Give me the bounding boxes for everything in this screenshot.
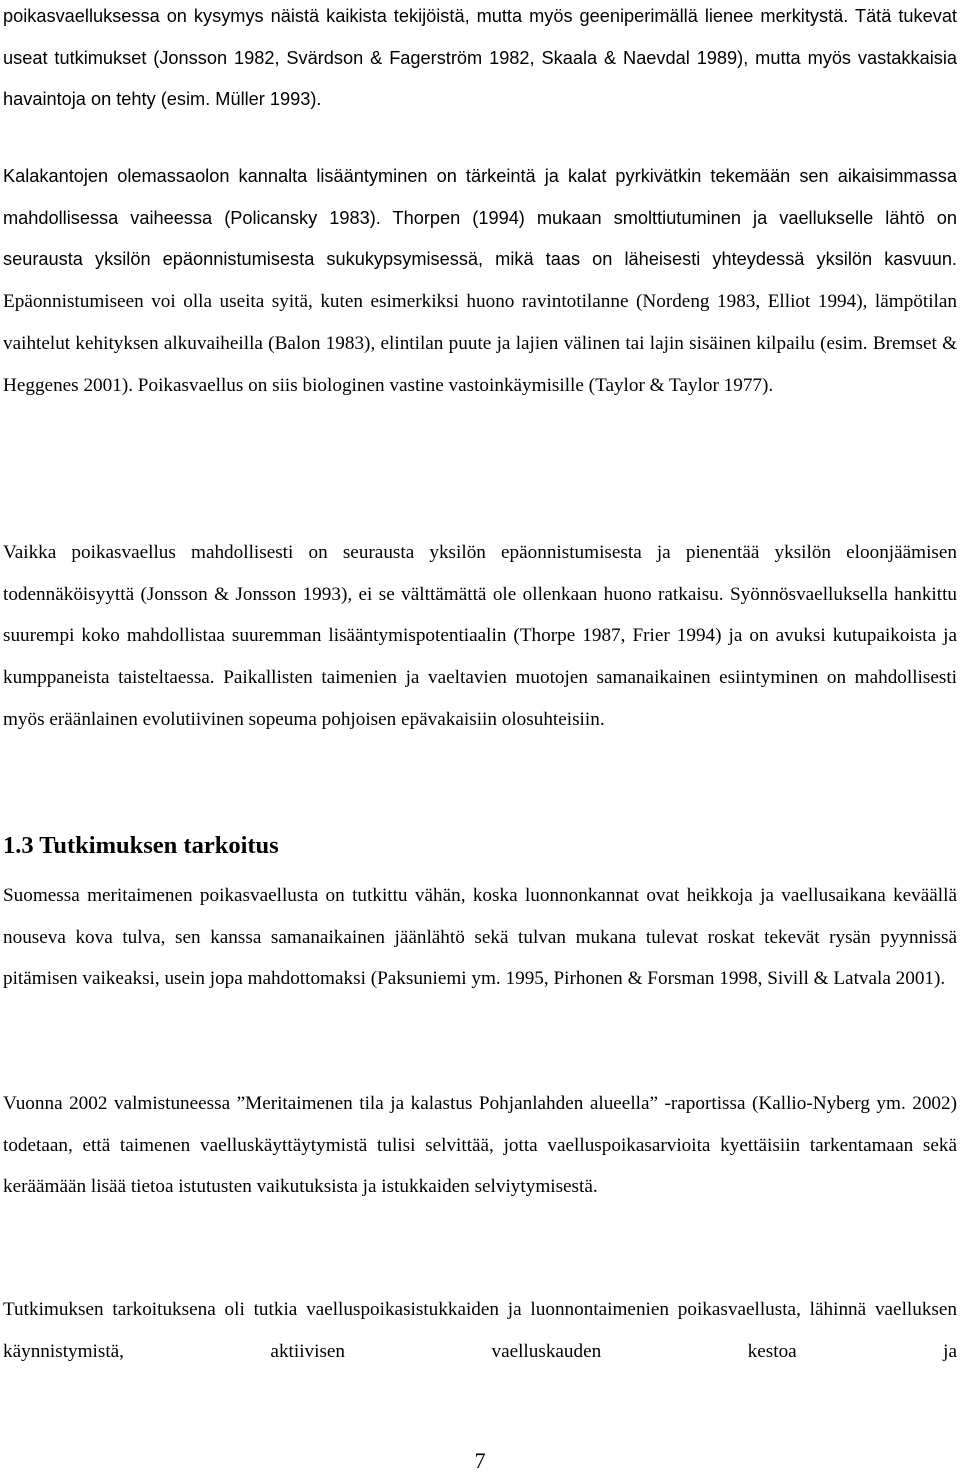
paragraph-3: Vaikka poikasvaellus mahdollisesti on seurausta yksilön epäonnistumisesta ja pienentää yksilön eloonjäämisen todennäköisyyttä (Jonsson & Jonsson 1993), ei se välttämättä ole ollenkaan huono ratkaisu. Syönnösvaelluksella hankittu suurempi koko mahdollistaa suuremman lisääntymispotentiaalin (Thorpe 1987, Frier 1994) ja on avuksi kutupaikoista ja kumppaneista taisteltaessa. Paikallisten taimenien ja vaeltavien muotojen samanaikainen esiintyminen on mahdollisesti myös eräänlainen evolutiivinen sopeuma pohjoisen epävakaisiin olosuhteisiin. <box>3 542 957 730</box>
paragraph-5: Vuonna 2002 valmistuneessa ”Meritaimenen tila ja kalastus Pohjanlahden alueella” -raportissa (Kallio-Nyberg ym. 2002) todetaan, että taimenen vaelluskäyttäytymistä tulisi selvittää, jotta vaelluspoikasarvioita kyettäisiin tarkentamaan sekä keräämään lisää tietoa istutusten vaikutuksista ja istukkaiden selviytymisestä. <box>3 1093 957 1198</box>
page-number: 7 <box>474 1448 486 1473</box>
paragraph-4: Suomessa meritaimenen poikasvaellusta on tutkittu vähän, koska luonnonkannat ovat heikkoja ja vaellusaikana keväällä nouseva kova tulva, sen kanssa samanaikainen jäänlähtö sekä tulvan mukana tulevat roskat tekevät rysän pyynnissä pitämisen vaikeaksi, usein jopa mahdottomaksi (Paksuniemi ym. 1995, Pirhonen & Forsman 1998, Sivill & Latvala 2001). <box>3 885 957 990</box>
section-heading: 1.3 Tutkimuksen tarkoitus <box>3 832 279 859</box>
paragraph-2-sans-text: Kalakantojen olemassaolon kannalta lisääntyminen on tärkeintä ja kalat pyrkivätkin tekemään sen aikaisimmassa mahdollisessa vaiheessa (Policansky 1983). Thorpen (1994) mukaan smolttiutuminen ja vaellukselle lähtö on seurausta yksilön epäonnistumisesta sukukypsymisessä, mikä taas on läheisesti yhteydessä yksilön kasvuun. <box>3 166 957 270</box>
paragraph-2 <box>3 156 957 406</box>
paragraph-1 <box>3 0 957 121</box>
paragraph-1-text: poikasvaelluksessa on kysymys näistä kaikista tekijöistä, mutta myös geeniperimällä lienee merkitystä. Tätä tukevat useat tutkimukset (Jonsson 1982, Svärdson & Fagerström 1982, Skaala & Naevdal 1989), mutta myös vastakkaisia havaintoja on tehty (esim. Müller 1993). <box>3 6 957 110</box>
paragraph-6: Tutkimuksen tarkoituksena oli tutkia vaelluspoikasistukkaiden ja luonnontaimenien poikasvaellusta, lähinnä vaelluksen käynnistymistä, aktiivisen vaelluskauden kestoa ja <box>3 1299 957 1362</box>
paragraph-2-serif-text: Epäonnistumiseen voi olla useita syitä, kuten esimerkiksi huono ravintotilanne (Nordeng 1983, Elliot 1994), lämpötilan vaihtelut kehityksen alkuvaiheilla (Balon 1983), elintilan puute ja lajien välinen tai lajin sisäinen kilpailu (esim. Bremset & Heggenes 2001). Poikasvaellus on siis biologinen vastine vastoinkäymisille (Taylor & Taylor 1977). <box>3 291 957 396</box>
